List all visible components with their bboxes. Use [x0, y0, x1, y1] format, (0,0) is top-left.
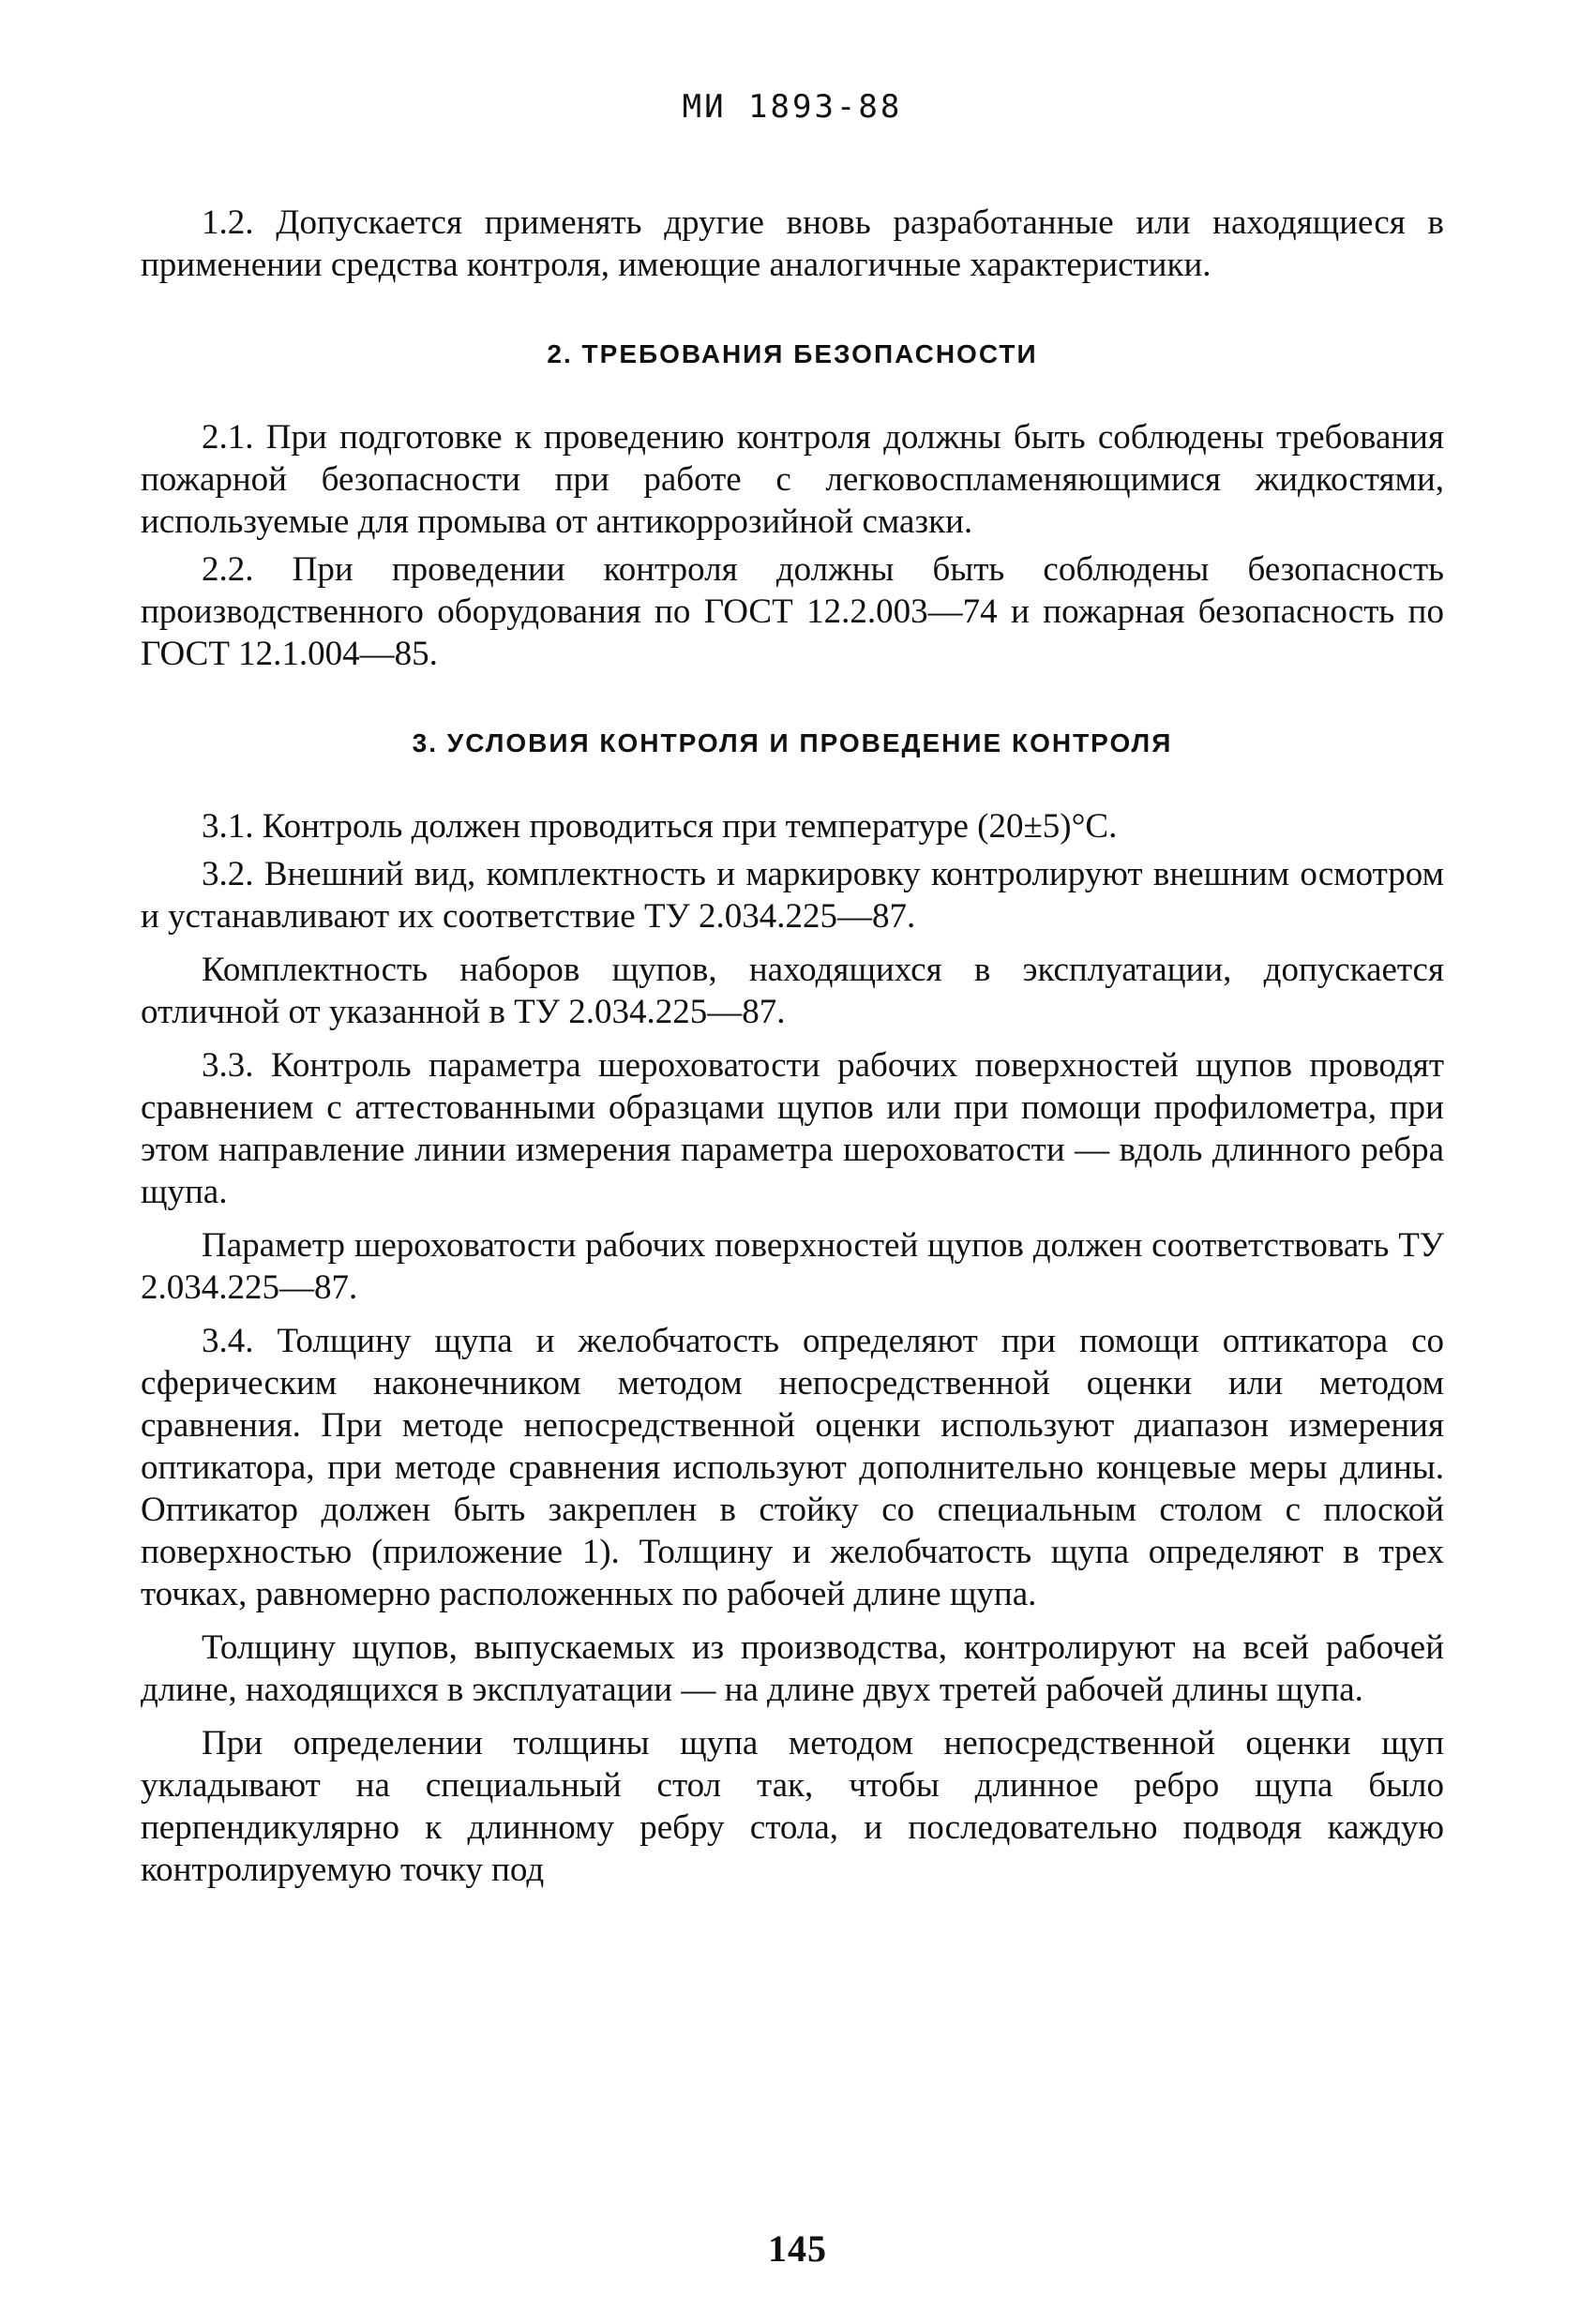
paragraph-2-2: 2.2. При проведении контроля должны быть соблюдены безопасность производственного оборудования по ГОСТ 12.2.003—74 и пожарная безопасность по ГОСТ 12.1.004—85.	[141, 550, 1444, 673]
paragraph-3-3-continued: Параметр шероховатости рабочих поверхностей щупов должен соответствовать ТУ 2.034.225—87.	[141, 1226, 1444, 1307]
paragraph-3-2: 3.2. Внешний вид, комплектность и маркировку контролируют внешним осмотром и устанавливают их соответствие ТУ 2.034.225—87.	[141, 855, 1444, 936]
paragraph-3-3: 3.3. Контроль параметра шероховатости рабочих поверхностей щупов проводят сравнением с аттестованными образцами щупов или при помощи профилометра, при этом направление линии измерения параметра шероховатости — вдоль длинного ребра щупа.	[141, 1046, 1444, 1211]
paragraph-3-2-continued: Комплектность наборов щупов, находящихся в эксплуатации, допускается отличной от указанной в ТУ 2.034.225—87.	[141, 951, 1444, 1031]
section-2-title: 2. ТРЕБОВАНИЯ БЕЗОПАСНОСТИ	[547, 339, 1038, 368]
document-header: МИ 1893-88	[682, 88, 903, 126]
paragraph-3-4: 3.4. Толщину щупа и желобчатость определяют при помощи оптикатора со сферическим наконечником методом непосредственной оценки или методом сравнения. При методе непосредственной оценки используют диапазон измерения оптикатора, при методе сравнения используют дополнительно концевые меры длины. Оптикатор должен быть закреплен в стойку со специальным столом с плоской поверхностью (приложение 1). Толщину и желобчатость щупа определяют в трех точках, равномерно расположенных по рабочей длине щупа.	[141, 1322, 1444, 1613]
page-number: 145	[768, 2227, 827, 2270]
paragraph-3-1: 3.1. Контроль должен проводиться при температуре (20±5)°С.	[202, 807, 1118, 846]
paragraph-1-2: 1.2. Допускается применять другие вновь разработанные или находящиеся в применении средства контроля, имеющие аналогичные характеристики.	[141, 203, 1444, 284]
paragraph-2-1: 2.1. При подготовке к проведению контроля должны быть соблюдены требования пожарной безопасности при работе с легковоспламеняющимися жидкостями, используемые для промыва от антикоррозийной смазки.	[141, 418, 1444, 541]
document-page	[141, 75, 1444, 1902]
section-3-title: 3. УСЛОВИЯ КОНТРОЛЯ И ПРОВЕДЕНИЕ КОНТРОЛЯ	[412, 728, 1173, 757]
paragraph-3-4-continued: Толщину щупов, выпускаемых из производства, контролируют на всей рабочей длине, находящихся в эксплуатации — на длине двух третей рабочей длины щупа.	[141, 1628, 1444, 1709]
paragraph-3-4-method: При определении толщины щупа методом непосредственной оценки щуп укладывают на специальный стол так, чтобы длинное ребро щупа было перпендикулярно к длинному ребру стола, и последовательно подводя каждую контролируемую точку под	[141, 1724, 1444, 1889]
